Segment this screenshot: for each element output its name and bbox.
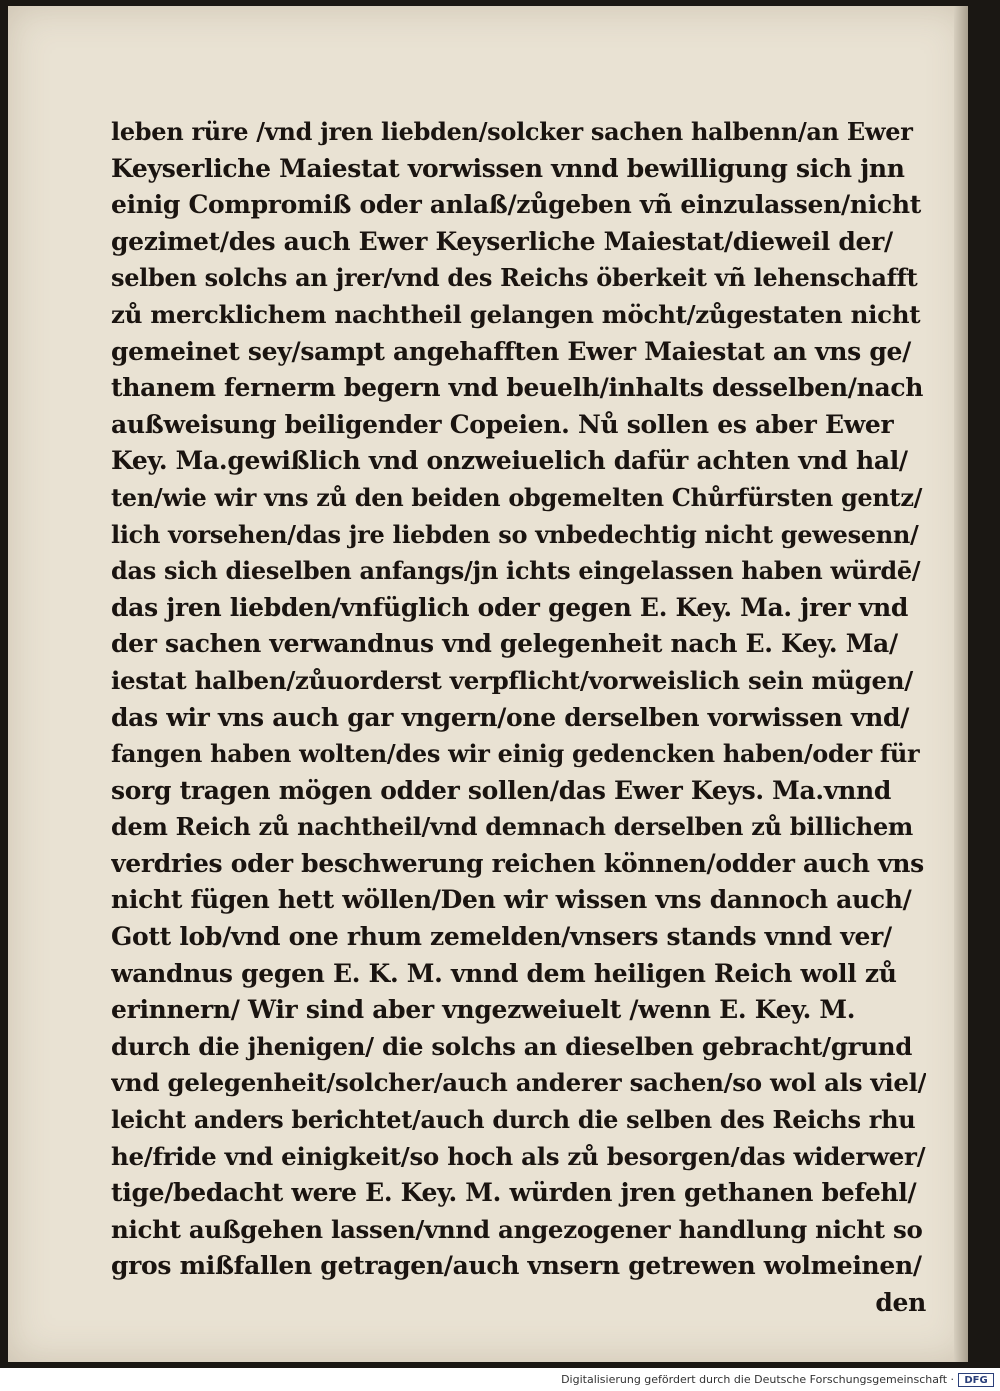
text-line: he/fride vnd einigkeit/so hoch als zů besorgen/das widerwer/ (111, 1141, 926, 1171)
text-line: verdries oder beschwerung reichen können/odder auch vns (111, 848, 924, 878)
text-line: selben solchs an jrer/vnd des Reichs öberkeit vñ lehenschafft (111, 263, 918, 293)
text-line: Key. Ma.gewißlich vnd onzweiuelich dafür achten vnd hal/ (111, 446, 908, 476)
text-line: dem Reich zů nachtheil/vnd demnach derselben zů billichem (111, 812, 914, 842)
text-line: durch die jhenigen/ die solchs an dieselben gebracht/grund (111, 1031, 913, 1061)
text-line: nicht fügen hett wöllen/Den wir wissen vns dannoch auch/ (111, 885, 912, 915)
text-line: das sich dieselben anfangs/jn ichts eingelassen haben würdē/ (111, 556, 921, 586)
text-line: zů mercklichem nachtheil gelangen möcht/zůgestaten nicht (111, 299, 921, 329)
text-line: Keyserliche Maiestat vorwissen vnnd bewilligung sich jnn (111, 153, 905, 183)
text-line: gros mißfallen getragen/auch vnsern getrewen wolmeinen/ (111, 1251, 922, 1281)
text-line: außweisung beiligender Copeien. Nů sollen es aber Ewer (111, 409, 894, 439)
text-line: ten/wie wir vns zů den beiden obgemelten Chůrfürsten gentz/ (111, 482, 923, 512)
catchword: den (875, 1288, 926, 1317)
text-line: erinnern/ Wir sind aber vngezweiuelt /wenn E. Key. M. (111, 995, 856, 1025)
text-line: wandnus gegen E. K. M. vnnd dem heiligen Reich woll zů (111, 958, 897, 988)
text-line: lich vorsehen/das jre liebden so vnbedechtig nicht gewesenn/ (111, 519, 919, 549)
text-line: gemeinet sey/sampt angehafften Ewer Maiestat an vns ge/ (111, 336, 911, 366)
text-line: iestat halben/zůuorderst verpflicht/vorweislich sein mügen/ (111, 665, 913, 695)
text-line: leben rüre /vnd jren liebden/solcker sachen halbenn/an Ewer (111, 117, 913, 146)
text-line: nicht außgehen lassen/vnnd angezogener handlung nicht so (111, 1214, 923, 1244)
text-line: gezimet/des auch Ewer Keyserliche Maiestat/dieweil der/ (111, 226, 893, 256)
text-line: fangen haben wolten/des wir einig gedencken haben/oder für (111, 739, 920, 769)
footer (0, 1370, 1000, 1391)
book-page (8, 6, 968, 1362)
text-block (111, 114, 926, 1322)
text-line: Gott lob/vnd one rhum zemelden/vnsers stands vnnd ver/ (111, 922, 892, 952)
dfg-logo: DFG (958, 1373, 994, 1387)
text-line: thanem fernerm begern vnd beuelh/inhalts desselben/nach (111, 373, 924, 403)
text-line: das wir vns auch gar vngern/one derselben vorwissen vnd/ (111, 702, 910, 732)
text-line: leicht anders berichtet/auch durch die selben des Reichs rhu (111, 1105, 916, 1135)
text-line: der sachen verwandnus vnd gelegenheit nach E. Key. Ma/ (111, 629, 898, 659)
text-line: tige/bedacht were E. Key. M. würden jren gethanen befehl/ (111, 1178, 917, 1208)
text-line: vnd gelegenheit/solcher/auch anderer sachen/so wol als viel/ (111, 1068, 926, 1098)
text-line: das jren liebden/vnfüglich oder gegen E. Key. Ma. jrer vnd (111, 592, 909, 622)
text-line: einig Compromiß oder anlaß/zůgeben vñ einzulassen/nicht (111, 190, 921, 220)
page-edge (954, 6, 968, 1362)
funding-notice: Digitalisierung gefördert durch die Deutsche Forschungsgemeinschaft · (561, 1373, 954, 1386)
text-line: sorg tragen mögen odder sollen/das Ewer Keys. Ma.vnnd (111, 775, 891, 805)
